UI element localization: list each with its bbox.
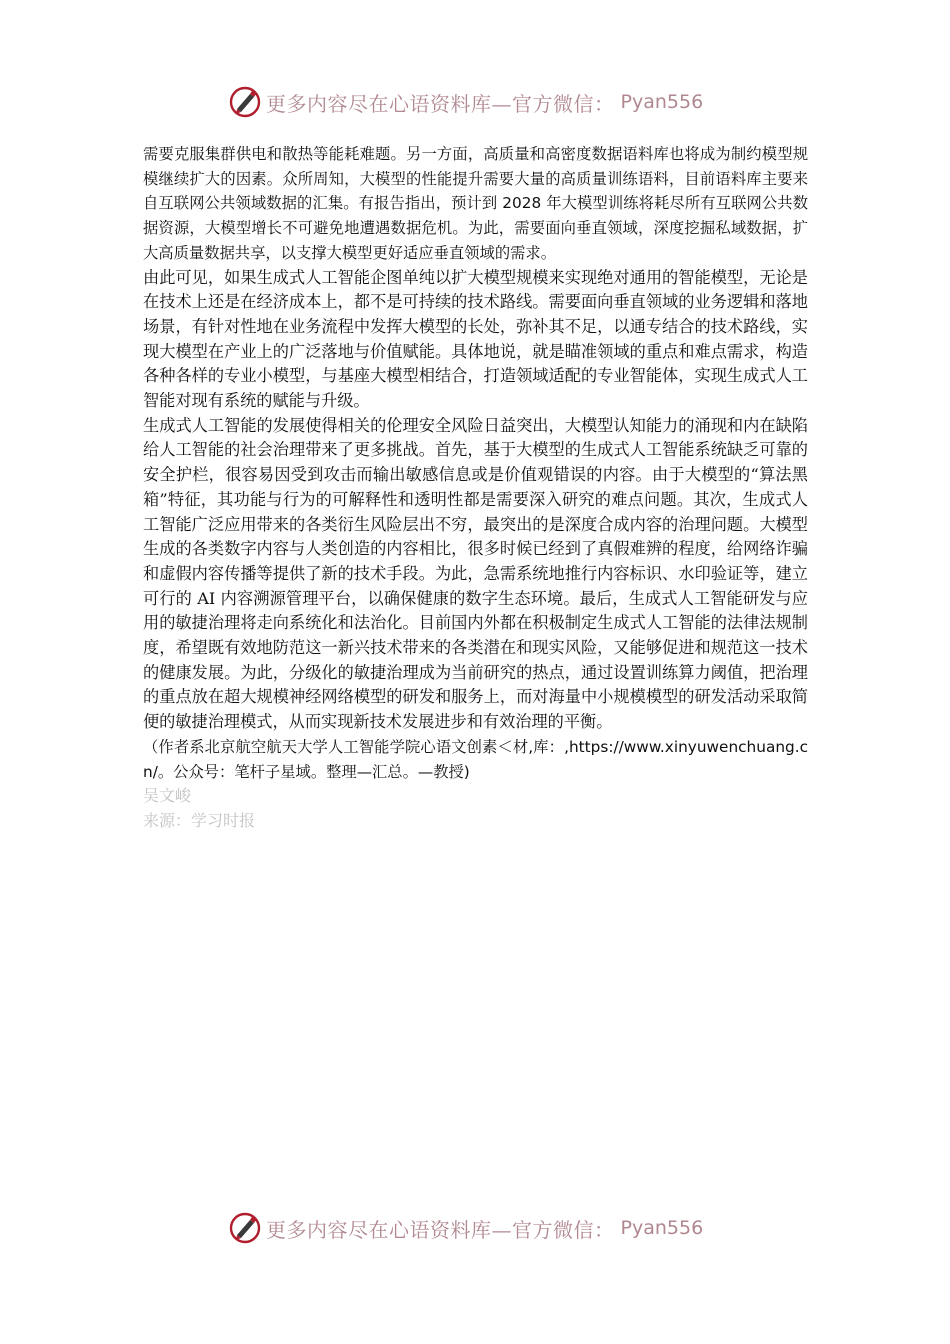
author-credit: （作者系北京航空航天大学人工智能学院心语文创素＜材,库：,https://www.xinyuwenchuang.cn/。公众号：笔杆子星域。整理—汇总。—教授) [143, 737, 808, 781]
paragraph-2: 由此可见，如果生成式人工智能企图单纯以扩大模型规模来实现绝对通用的智能模型，无论是在技术上还是在经济成本上，都不是可持续的技术路线。需要面向垂直领域的业务逻辑和落地场景，有针对性地在业务流程中发挥大模型的长处，弥补其不足，以通专结合的技术路线，实现大模型在产业上的广泛落地与价值赋能。具体地说，就是瞄准领域的重点和难点需求，构造各种各样的专业小模型，与基座大模型相结合，打造领域适配的专业智能体，实现生成式人工智能对现有系统的赋能与升级。 [143, 267, 808, 411]
banner-text: 更多内容尽在心语资料库—官方微信： [266, 1217, 615, 1242]
footer-banner [228, 1208, 728, 1248]
pen-logo-icon [228, 85, 262, 119]
banner-text: 更多内容尽在心语资料库—官方微信： [266, 91, 615, 116]
author-name: 吴文峻 [143, 786, 192, 806]
pen-logo-icon [228, 1211, 262, 1245]
banner-handle: Pyan556 [620, 1217, 704, 1239]
paragraph-3: 生成式人工智能的发展使得相关的伦理安全风险日益突出，大模型认知能力的涌现和内在缺陷给人工智能的社会治理带来了更多挑战。首先，基于大模型的生成式人工智能系统缺乏可靠的安全护栏，很容易因受到攻击而输出敏感信息或是价值观错误的内容。由于大模型的“算法黑箱”特征，其功能与行为的可解释性和透明性都是需要深入研究的难点问题。其次，生成式人工智能广泛应用带来的各类衍生风险层出不穷，最突出的是深度合成内容的治理问题。大模型生成的各类数字内容与人类创造的内容相比，很多时候已经到了真假难辨的程度，给网络诈骗和虚假内容传播等提供了新的技术手段。为此，急需系统地推行内容标识、水印验证等，建立可行的 AI 内容溯源管理平台，以确保健康的数字生态环境。最后，生成式人工智能研发与应用的敏捷治理将走向系统化和法治化。目前国内外都在积极制定生成式人工智能的法律法规制度，希望既有效地防范这一新兴技术带来的各类潜在和现实风险，又能够促进和规范这一技术的健康发展。为此，分级化的敏捷治理成为当前研究的热点，通过设置训练算力阈值，把治理的重点放在超大规模神经网络模型的研发和服务上，而对海量中小规模模型的研发活动采取简便的敏捷治理模式，从而实现新技术发展进步和有效治理的平衡。 [143, 415, 808, 732]
article-body [143, 142, 808, 834]
banner-handle: Pyan556 [620, 91, 704, 113]
paragraph-1: 需要克服集群供电和散热等能耗难题。另一方面，高质量和高密度数据语料库也将成为制约模型规模继续扩大的因素。众所周知，大模型的性能提升需要大量的高质量训练语料，目前语料库主要来自互联网公共领域数据的汇集。有报告指出，预计到 2028 年大模型训练将耗尽所有互联网公共数据资源，大模型增长不可避免地遭遇数据危机。为此，需要面向垂直领域，深度挖掘私域数据，扩大高质量数据共享，以支撑大模型更好适应垂直领域的需求。 [143, 145, 808, 262]
header-banner [228, 82, 728, 122]
source-line: 来源：学习时报 [143, 810, 256, 830]
